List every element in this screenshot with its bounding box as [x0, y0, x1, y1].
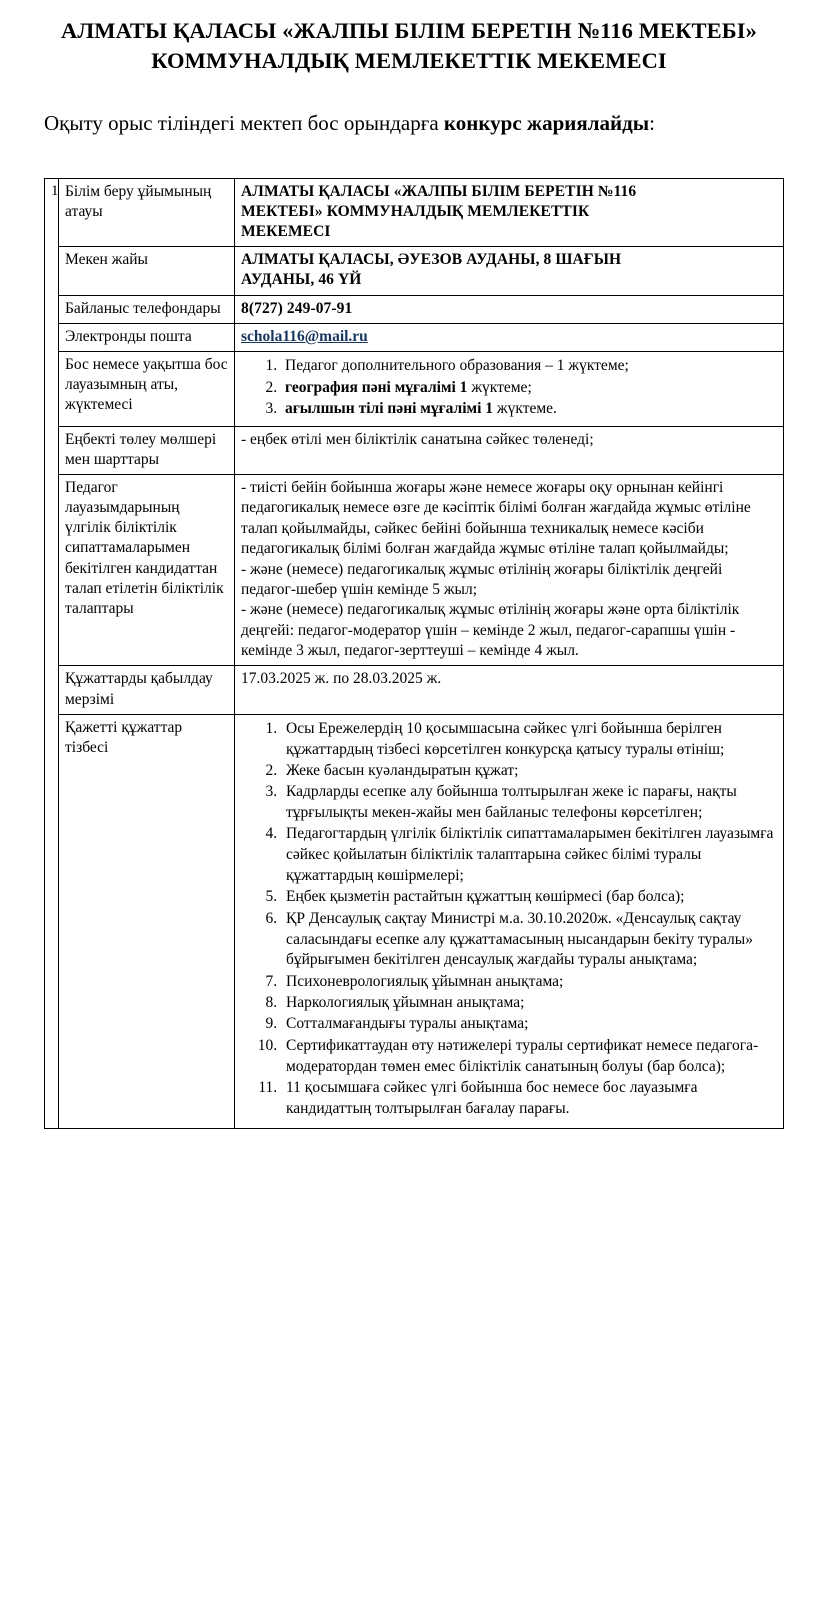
info-table-wrapper: [0, 140, 818, 1129]
list-item: 7. Психоневрологиялық ұйымнан анықтама;: [281, 972, 778, 993]
value-line: АЛМАТЫ ҚАЛАСЫ, ӘУЕЗОВ АУДАНЫ, 8 ШАҒЫН: [241, 251, 622, 269]
row-value-address: [235, 247, 784, 295]
qualification-paragraphs: [241, 478, 778, 661]
row-value-deadline: [235, 666, 784, 714]
list-item: [281, 356, 778, 377]
list-item: 1. Осы Ережелердің 10 қосымшасына сәйкес үлгі бойынша берілген құжаттардың тізбесі көрсетілген конкурсқа қатысу туралы өтініш;: [281, 719, 778, 761]
list-item: [281, 399, 778, 420]
list-item: 8. Наркологиялық ұйымнан анықтама;: [281, 993, 778, 1014]
table-row: [45, 295, 784, 323]
row-value-qualification: [235, 475, 784, 666]
row-label-phones: Байланыс телефондары: [59, 295, 235, 323]
vacancy-list: [241, 356, 778, 420]
vacancy-text: Педагог дополнительного образования – 1 жүктеме;: [285, 356, 629, 374]
value-line: 8(727) 249-07-91: [241, 299, 353, 317]
table-row: [45, 351, 784, 426]
list-item: 10. Сертификаттаудан өту нәтижелері туралы сертификат немесе педагога-модератордан төмен емес біліктілік санатының болуы (бар болса);: [281, 1036, 778, 1078]
value-line: АЛМАТЫ ҚАЛАСЫ «ЖАЛПЫ БІЛІМ БЕРЕТІН №116: [241, 182, 637, 200]
qualification-paragraph: - тиісті бейін бойынша жоғары және немесе жоғары оқу орнынан кейінгі педагогикалық немесе өзге де кәсіптік білімі болған жағдайда жұмыс өтіліне талап қойылмайды, сәйкес бейіні бойынша техникалық немесе кәсіби педагогикалық білімі болған жағдайда жұмыс өтіліне талап қойылмайды;: [241, 479, 751, 558]
email-link[interactable]: schola116@mail.ru: [241, 327, 368, 345]
subtitle-text-bold: конкурс жариялайды: [443, 111, 650, 136]
row-number-cell: 1: [45, 178, 59, 1128]
table-row: [45, 247, 784, 295]
list-item: 11. 11 қосымшаға сәйкес үлгі бойынша бос немесе бос лауазымға кандидаттың толтырылған бағалау парағы.: [281, 1078, 778, 1120]
qualification-paragraph: - және (немесе) педагогикалық жұмыс өтілінің жоғары біліктілік деңгейі педагог-шебер үшін кемінде 5 жыл;: [241, 560, 723, 598]
list-item: 5. Еңбек қызметін растайтын құжаттың көшірмесі (бар болса);: [281, 887, 778, 908]
row-label-address: Мекен жайы: [59, 247, 235, 295]
list-item: 3. Кадрларды есепке алу бойынша толтырылған жеке іс парағы, нақты тұрғылықты мекен-жайы мен байланыс телефоны көрсетілген;: [281, 782, 778, 824]
table-row: [45, 475, 784, 666]
vacancy-bold: география пәні мұғалімі 1: [285, 378, 468, 396]
row-label-documents: Қажетті құжаттар тізбесі: [59, 714, 235, 1128]
qualification-paragraph: - және (немесе) педагогикалық жұмыс өтілінің жоғары және орта біліктілік деңгейі: педагог-модератор үшін – кемінде 2 жыл, педагог-сарапшы үшін - кемінде 3 жыл, педагог-зерттеуші – кемінде 4 жыл.: [241, 601, 740, 660]
list-item: 9. Сотталмағандығы туралы анықтама;: [281, 1014, 778, 1035]
table-row: [45, 323, 784, 351]
value-line: МЕКЕМЕСІ: [241, 223, 331, 241]
vacancy-post: жүктеме.: [493, 400, 557, 418]
page-title: АЛМАТЫ ҚАЛАСЫ «ЖАЛПЫ БІЛІМ БЕРЕТІН №116 МЕКТЕБІ» КОММУНАЛДЫҚ МЕМЛЕКЕТТІК МЕКЕМЕСІ: [61, 18, 757, 73]
subtitle-text-part2: :: [649, 111, 656, 136]
list-item: 6. ҚР Денсаулық сақтау Министрі м.а. 30.10.2020ж. «Денсаулық сақтау саласындағы есепке алу құжаттамасының нысандарын бекіту туралы» бұйрығымен бекітілген денсаулық жағдайы туралы анықтама;: [281, 909, 778, 972]
row-value-email: [235, 323, 784, 351]
table-row: [45, 426, 784, 474]
value-line: - еңбек өтілі мен біліктілік санатына сәйкес төленеді;: [241, 430, 594, 448]
row-label-vacancies: Бос немесе уақытша бос лауазымның аты, жүктемесі: [59, 351, 235, 426]
table-row: [45, 714, 784, 1128]
row-value-vacancies: [235, 351, 784, 426]
announcement-subtitle: [0, 75, 818, 140]
row-label-deadline: Құжаттарды қабылдау мерзімі: [59, 666, 235, 714]
row-value-organization-name: [235, 178, 784, 246]
value-line: МЕКТЕБІ» КОММУНАЛДЫҚ МЕМЛЕКЕТТІК: [241, 203, 590, 221]
row-label-salary: Еңбекті төлеу мөлшері мен шарттары: [59, 426, 235, 474]
table-row: [45, 178, 784, 246]
row-value-phones: [235, 295, 784, 323]
list-item: [281, 378, 778, 399]
subtitle-text-part1: Оқыту орыс тіліндегі мектеп бос орындарға: [44, 111, 444, 136]
documents-list: [241, 719, 778, 1120]
row-label-organization-name: Білім беру ұйымының атауы: [59, 178, 235, 246]
vacancy-post: жүктеме;: [467, 378, 532, 396]
row-label-qualification: Педагог лауазымдарының үлгілік біліктілік сипаттамаларымен бекітілген кандидаттан талап етілетін біліктілік талаптары: [59, 475, 235, 666]
vacancy-info-table: [44, 178, 784, 1129]
row-value-salary: [235, 426, 784, 474]
vacancy-bold: ағылшын тілі пәні мұғалімі 1: [285, 400, 494, 418]
row-label-email: Электронды пошта: [59, 323, 235, 351]
row-value-documents: [235, 714, 784, 1128]
value-line: 17.03.2025 ж. по 28.03.2025 ж.: [241, 670, 442, 688]
list-item: 4. Педагогтардың үлгілік біліктілік сипаттамаларымен бекітілген лауазымға сәйкес қойылатын біліктілік талаптарына сәйкес білімі туралы құжаттардың көшірмелері;: [281, 824, 778, 887]
table-row: [45, 666, 784, 714]
value-line: АУДАНЫ, 46 ҮЙ: [241, 271, 362, 289]
list-item: 2. Жеке басын куәландыратын құжат;: [281, 761, 778, 782]
